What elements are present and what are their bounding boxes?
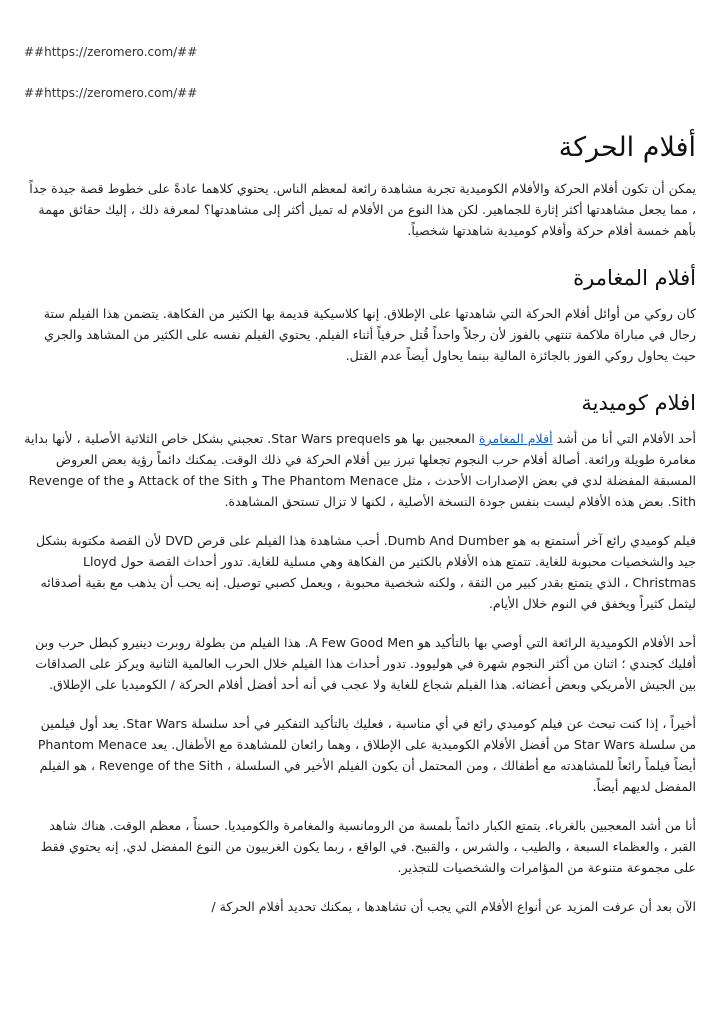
comedy-paragraph-5: أنا من أشد المعجبين بالغرباء. يتمتع الكبار دائماً بلمسة من الرومانسية والمغامرة والكوميديا. حسناً ، معظم الوقت. هناك شاهد القبر ، والعظماء السبعة ، والطيب ، والشرس ، والقبيح. في الواقع ، ربما يكون الغربيون من النوع المفضل لدي. إنه يحتوي فقط على مجموعة متنوعة من المؤامرات والشخصيات للتجذير.	[40, 818, 696, 875]
adventure-films-link[interactable]: أفلام المغامرة	[478, 431, 553, 446]
section-heading-adventure: أفلام المغامرة	[573, 266, 696, 290]
comedy-paragraph-4: أخيراً ، إذا كنت تبحث عن فيلم كوميدي رائع في أي مناسبة ، فعليك بالتأكيد التفكير في أحد سلسلة Star Wars. يعد أول فيلمين من سلسلة Star Wars من أفضل الأفلام الكوميدية على الإطلاق ، وهما رائعان للمشاهدة مع الأطفال. يعد Phantom Menace أيضاً فيلماً رائعاً للمشاهدته مع أطفالك ، ومن المحتمل أن يكون الفيلم الأخير في السلسلة ، Revenge of the Sith ، هو الفيلم المفضل لديهم أيضاً.	[37, 716, 696, 794]
comedy-paragraph-2: فيلم كوميدي رائع آخر أستمتع به هو Dumb And Dumber. أحب مشاهدة هذا الفيلم على قرص DVD لأن القصة مكتوبة بشكل جيد والشخصيات محبوبة للغاية. تتمتع هذه الأفلام بالكثير من الفكاهة وهي مسلية للغاية. تدور أحداث القصة حول Lloyd Christmas ، الذي يتمتع بقدر كبير من الثقة ، ولكنه شخصية محبوبة ، ويعمل كصبي توصيل. إنه يحب أن يذهب مع بقية أصدقائه ليثمل كثيراً ويخفق في النوم خلال الأيام.	[35, 533, 696, 611]
intro-paragraph: يمكن أن تكون أفلام الحركة والأفلام الكوميدية تجربة مشاهدة رائعة لمعظم الناس. يحتوي كلاهما عادةً على خطوط قصة جيدة جداً ، مما يجعل مشاهدتها أكثر إثارة للجماهير. لكن هذا النوع من الأفلام له تميل أكثر إلى مشاهدتها؟ لمعرفة ذلك ، إليك حقائق مهمة بأهم خمسة أفلام حركة وأفلام كوميدية شاهدتها شخصياً.	[29, 181, 696, 238]
article-body	[24, 128, 696, 935]
paragraph-text: المعجبين بها هو Star Wars prequels. تعجبني بشكل خاص الثلاثية الأصلية ، لأنها بداية مغامرة طويلة ورائعة. أصالة أفلام حرب النجوم تجعلها تبرز بين أفلام الحركة في ذلك الوقت. يمكنك دائماً رؤية بعض العروض المسبقة المفضلة لدي في بعض الإصدارات الأحدث ، مثل The Phantom Menace و Attack of the Sith و Revenge of the Sith. بعض هذه الأفلام ليست بنفس جودة النسخة الأصلية ، لكنها لا تزال تستحق المشاهدة.	[24, 431, 696, 509]
comedy-paragraph-3: أحد الأفلام الكوميدية الرائعة التي أوصي بها بالتأكيد هو A Few Good Men. هذا الفيلم من بطولة روبرت دينيرو كبطل حرب وبن أفليك كجندي ؛ اثنان من أكثر النجوم شهرة في هوليوود. تدور أحداث هذا الفيلم خلال الحرب العالمية الثانية ويركز على الصداقات بين الجيش الأمريكي وبعض أعضائه. هذا الفيلم شجاع للغاية ولا عجب في أنه أحد أفضل أفلام الحركة / الكوميديا على الإطلاق.	[35, 635, 696, 692]
article-title: أفلام الحركة	[558, 132, 696, 163]
comedy-paragraph-6: الآن بعد أن عرفت المزيد عن أنواع الأفلام التي يجب أن تشاهدها ، يمكنك تحديد أفلام الحركة /	[211, 899, 696, 914]
paragraph-text: أحد الأفلام التي أنا من أشد	[552, 431, 696, 446]
source-url-line: ##https://zeromero.com/##	[24, 45, 198, 59]
section-heading-comedy: افلام كوميدية	[581, 391, 696, 415]
source-url-line: ##https://zeromero.com/##	[24, 86, 198, 100]
comedy-paragraph-1	[24, 428, 696, 512]
adventure-paragraph: كان روكي من أوائل أفلام الحركة التي شاهدتها على الإطلاق. إنها كلاسيكية قديمة بها الكثير من الفكاهة. يتضمن هذا الفيلم ستة رجال في مباراة ملاكمة تنتهي بالفوز لأن رجلاً واحداً قُتل حرفياً أثناء الفيلم. يحتوي الفيلم نفسه على الكثير من المشاهد والجري حيث يحاول روكي الفوز بالجائزة المالية بينما يحاول أيضاً عدم القتل.	[43, 306, 696, 363]
